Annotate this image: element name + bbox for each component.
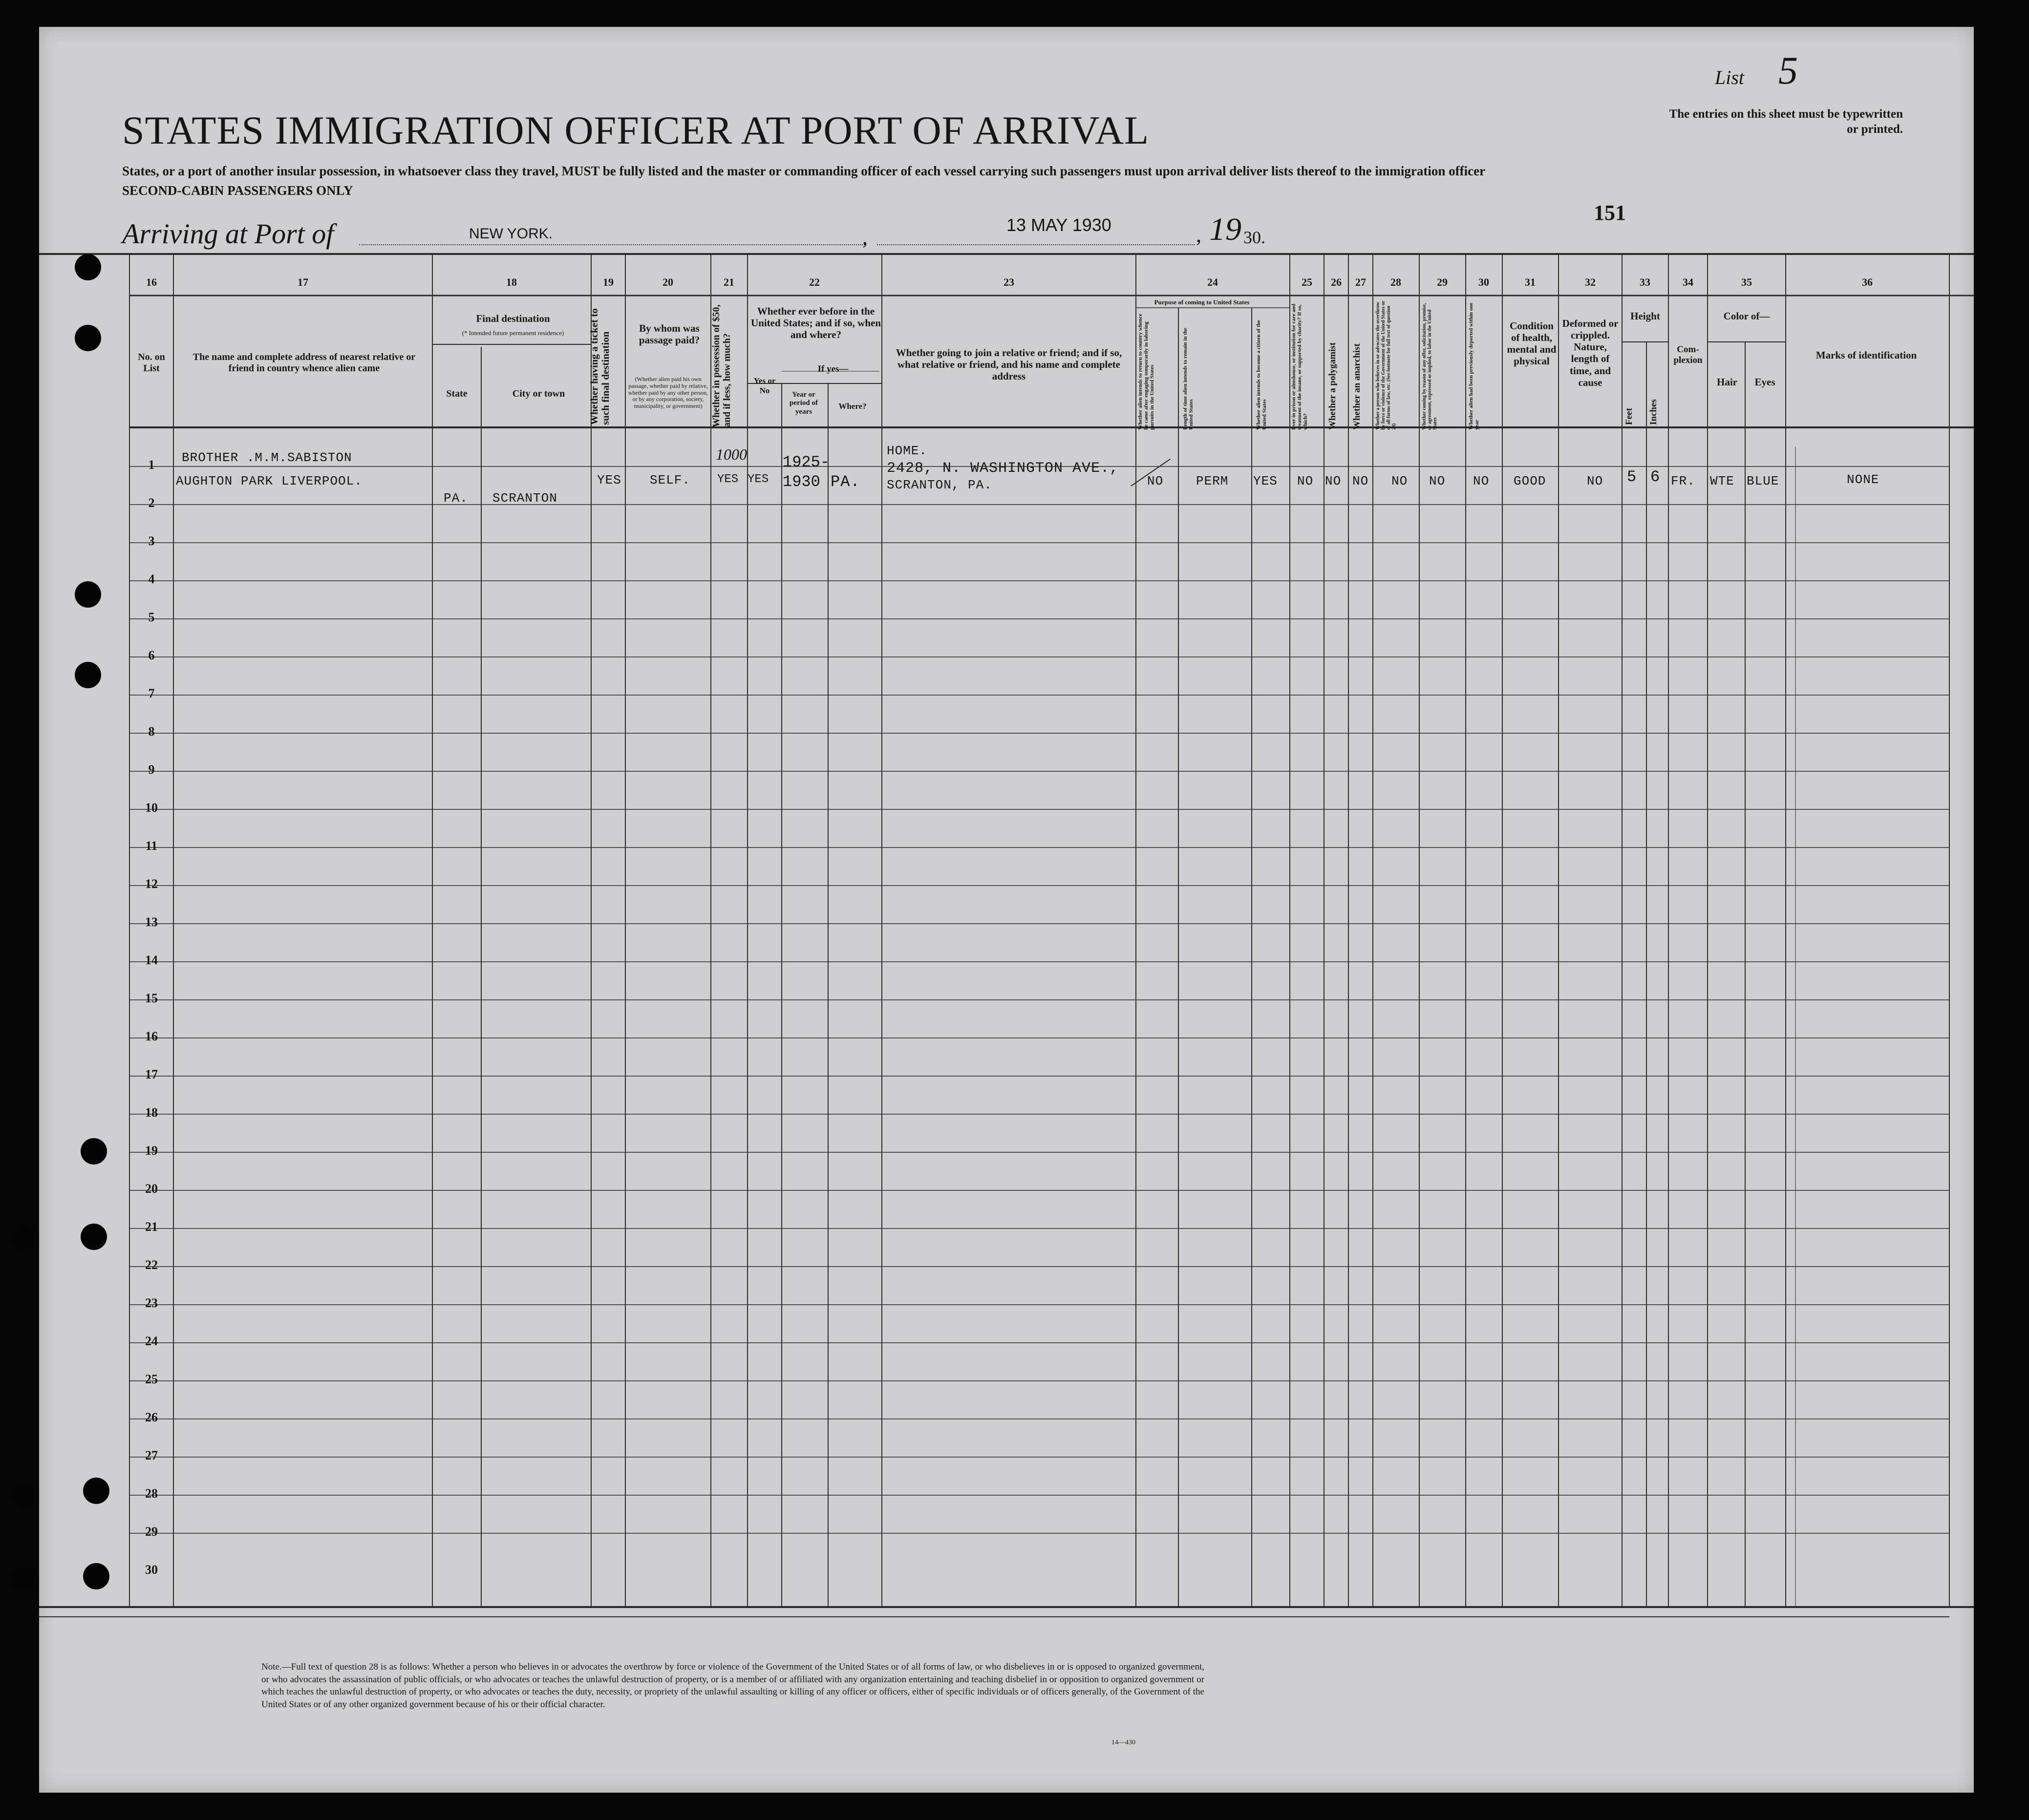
row-number: 17 xyxy=(145,1067,158,1081)
row-number: 16 xyxy=(145,1029,158,1043)
header-yes-or-no: Yes or No xyxy=(753,376,776,395)
punch-hole xyxy=(81,1224,107,1250)
entry-complexion: FR. xyxy=(1671,474,1695,488)
entry-joining-line3: SCRANTON, PA. xyxy=(887,478,992,492)
punch-hole xyxy=(11,1482,37,1509)
column-number: 35 xyxy=(1741,276,1752,288)
row-number: 11 xyxy=(145,839,158,853)
row-number: 28 xyxy=(145,1486,158,1501)
header-passage-paid: By whom was passage paid? xyxy=(639,322,700,346)
header-color-of: Color of— xyxy=(1723,310,1770,322)
entry-years-line2: 1930 xyxy=(783,473,820,491)
row-number: 25 xyxy=(145,1372,158,1386)
header-inches: Inches xyxy=(1648,399,1659,425)
header-money: Whether in possession of $50, and if less, how much? xyxy=(711,302,732,427)
entry-hair: WTE xyxy=(1710,474,1734,488)
entry-ticket: YES xyxy=(597,473,621,487)
page-title: STATES IMMIGRATION OFFICER AT PORT OF ARRIVAL xyxy=(122,108,1150,152)
header-ever-before: Whether ever before in the United States; and if so, when and where? xyxy=(750,305,881,341)
header-purpose: Purpose of coming to United States xyxy=(1154,298,1250,306)
year-suffix: 30. xyxy=(1243,228,1265,247)
row-number: 20 xyxy=(145,1182,158,1196)
port-value: NEW YORK. xyxy=(469,226,553,242)
row-number: 14 xyxy=(145,953,158,967)
header-hair: Hair xyxy=(1717,376,1737,388)
entry-q30: NO xyxy=(1473,474,1490,488)
sheet-number: 151 xyxy=(1594,201,1626,225)
column-number: 24 xyxy=(1207,276,1218,288)
punch-hole xyxy=(75,581,101,608)
column-number: 25 xyxy=(1302,276,1312,288)
column-number: 30 xyxy=(1478,276,1489,288)
row-number: 7 xyxy=(148,686,155,700)
row-number: 2 xyxy=(148,496,155,510)
header-purpose-length: Length of time alien intends to remain in the United States xyxy=(1182,326,1195,430)
row-number: 15 xyxy=(145,991,158,1005)
header-city-or-town: City or town xyxy=(512,388,565,399)
column-number: 16 xyxy=(146,276,157,288)
row-number: 19 xyxy=(145,1143,158,1158)
entry-state: PA. xyxy=(444,491,468,506)
entry-where: PA. xyxy=(831,473,860,491)
header-final-destination-note: (* Intended future permanent residence) xyxy=(462,329,564,337)
header-polygamist: Whether a polygamist xyxy=(1327,342,1338,430)
row-number: 21 xyxy=(145,1220,158,1234)
header-no-on-list: No. on List xyxy=(138,352,165,374)
class-note: SECOND-CABIN PASSENGERS ONLY xyxy=(122,183,353,198)
header-state: State xyxy=(446,388,468,399)
entry-deformed: NO xyxy=(1587,474,1603,488)
header-prison: Ever in prison or almshouse, or institution for care and treatment of the insane, or supported by charity? If so, which? xyxy=(1291,302,1309,430)
entry-citizen: YES xyxy=(1253,474,1278,488)
header-ticket: Whether having a ticket to such final destination xyxy=(588,305,612,425)
column-number: 32 xyxy=(1585,276,1596,288)
punch-hole xyxy=(83,1563,109,1589)
header-relative-address: The name and complete address of nearest relative or friend in country whence alien came xyxy=(192,352,416,374)
header-height: Height xyxy=(1630,310,1660,322)
entry-passage: SELF. xyxy=(650,473,691,487)
row-number: 23 xyxy=(145,1296,158,1310)
list-number: 5 xyxy=(1778,49,1798,92)
column-number: 36 xyxy=(1862,276,1873,288)
entry-q29: NO xyxy=(1429,474,1446,488)
list-label: List xyxy=(1715,66,1745,88)
row-number: 12 xyxy=(145,877,158,891)
punch-hole xyxy=(75,325,101,351)
header-where: Where? xyxy=(838,402,867,411)
entry-q28: NO xyxy=(1391,474,1408,488)
column-number: 17 xyxy=(298,276,308,288)
instructions-text: States, or a port of another insular possession, in whatsoever class they travel, MUST be fully listed and the master or commanding officer of each vessel carrying such passengers must upon arrival deliver lists thereof to the immigration officer xyxy=(122,164,1486,178)
row-number: 9 xyxy=(148,762,155,777)
row-number: 8 xyxy=(148,724,155,739)
column-number: 33 xyxy=(1640,276,1650,288)
entry-feet: 5 xyxy=(1627,468,1637,486)
row-number: 26 xyxy=(145,1410,158,1424)
year-prefix: 19 xyxy=(1209,212,1241,247)
column-number: 18 xyxy=(506,276,517,288)
entry-health: GOOD xyxy=(1514,474,1546,488)
column-number: 34 xyxy=(1683,276,1693,288)
row-number: 10 xyxy=(145,801,158,815)
header-eyes: Eyes xyxy=(1754,376,1775,388)
entry-relative-line2: AUGHTON PARK LIVERPOOL. xyxy=(176,474,363,488)
row-number: 1 xyxy=(148,458,155,472)
column-number: 21 xyxy=(724,276,734,288)
row-number: 5 xyxy=(148,610,155,624)
header-q28: Whether a person who believes in or advocates the overthrow by force or violence of the Government of the United States or of all forms of law, etc. (See footnote for full text of question 28) xyxy=(1375,299,1397,430)
punch-hole xyxy=(75,254,101,280)
column-number: 27 xyxy=(1355,276,1366,288)
row-number: 3 xyxy=(148,534,155,548)
column-number: 31 xyxy=(1525,276,1536,288)
column-number: 26 xyxy=(1331,276,1342,288)
header-anarchist: Whether an anarchist xyxy=(1352,343,1362,430)
column-number: 29 xyxy=(1437,276,1448,288)
header-q30: Whether alien had been previously deported within one year xyxy=(1468,301,1480,430)
entry-joining-line2: 2428, N. WASHINGTON AVE., xyxy=(887,460,1119,477)
entry-anarchist: NO xyxy=(1352,474,1369,488)
column-number: 22 xyxy=(809,276,820,288)
entry-years-line1: 1925- xyxy=(783,453,830,471)
entry-money-handwritten: 1000 xyxy=(716,445,747,463)
row-number: 22 xyxy=(145,1258,158,1272)
punch-hole xyxy=(11,1566,37,1592)
footnote: Note.—Full text of question 28 is as follows: Whether a person who believes in or advocates the overthrow by force or violence of the Government of the United States or of all forms of law, or who disbelieves in or is opposed to organized government, or who advocates the assassination of public officials, or who advocates or teaches the unlawful destruction of property, or is a member of or affiliated with any organization entertaining and teaching disbelief in or opposition to organized government or which teaches the unlawful destruction of property, or who advocates or teaches the duty, necessity, or propriety of the unlawful assaulting or killing of any officer or officers, either of specific individuals or of officers generally, of the Government of the United States or of any other organized government because of his or their official character. xyxy=(261,1662,1204,1710)
header-q29: Whether coming by reason of any offer, solicitation, promise, or agreement, expressed or implied, to labor in the United States xyxy=(1422,302,1438,430)
header-marks: Marks of identification xyxy=(1815,349,1917,361)
entry-joining-line1: HOME. xyxy=(887,444,928,458)
row-number: 27 xyxy=(145,1448,158,1462)
form-code: 14—430 xyxy=(1111,1739,1135,1746)
entry-city: SCRANTON xyxy=(492,491,557,506)
arriving-label: Arriving at Port of xyxy=(122,218,334,250)
punch-hole xyxy=(81,1138,107,1164)
date-stamp: 13 MAY 1930 xyxy=(1006,215,1111,235)
entry-relative-line1: BROTHER .M.M.SABISTON xyxy=(182,450,352,465)
column-number: 28 xyxy=(1390,276,1401,288)
header-passage-note: (Whether alien paid his own passage, whether paid by relative, whether paid by any other person, or by any corporation, society, municipality, or government) xyxy=(628,376,708,410)
entry-money: YES xyxy=(717,473,739,486)
header-joining: Whether going to join a relative or friend; and if so, what relative or friend, and his name and complete address xyxy=(896,347,1122,382)
header-purpose-citizen: Whether alien intends to become a citizen of the United States xyxy=(1256,318,1268,430)
header-year-period: Year or period of years xyxy=(790,391,818,416)
entry-eyes: BLUE xyxy=(1747,474,1779,488)
entry-length: PERM xyxy=(1196,474,1229,488)
punch-hole xyxy=(11,1224,37,1250)
row-number: 13 xyxy=(145,915,158,929)
row-number: 24 xyxy=(145,1334,158,1348)
row-number: 29 xyxy=(145,1524,158,1539)
header-final-destination: Final destination xyxy=(476,313,550,324)
header-complexion: Com- plexion xyxy=(1673,344,1703,365)
punch-hole xyxy=(75,662,101,688)
entry-ever-before: YES xyxy=(748,473,769,486)
row-number: 6 xyxy=(148,648,155,662)
row-number: 4 xyxy=(148,572,155,586)
header-if-yes: If yes— xyxy=(817,364,849,374)
row-number: 30 xyxy=(145,1563,158,1577)
entry-prison: NO xyxy=(1297,474,1314,488)
header-feet: Feet xyxy=(1624,408,1634,425)
column-number: 20 xyxy=(662,276,673,288)
entry-return: NO xyxy=(1147,474,1164,488)
entry-polygamist: NO xyxy=(1325,474,1342,488)
column-number: 23 xyxy=(1004,276,1014,288)
row-number: 18 xyxy=(145,1105,158,1120)
header-deformed: Deformed or crippled. Nature, length of time, and cause xyxy=(1562,317,1619,388)
entry-marks: NONE xyxy=(1847,472,1879,487)
entries-note: The entries on this sheet must be typewritten or printed. xyxy=(1669,107,1903,136)
entry-inches: 6 xyxy=(1650,468,1661,486)
header-purpose-return: Whether alien intends to return to country whence he came after engaging temporarily in laboring pursuits in the United States xyxy=(1137,312,1155,430)
column-number: 19 xyxy=(603,276,614,288)
punch-hole xyxy=(83,1478,109,1504)
header-health: Condition of health, mental and physical xyxy=(1507,320,1557,367)
